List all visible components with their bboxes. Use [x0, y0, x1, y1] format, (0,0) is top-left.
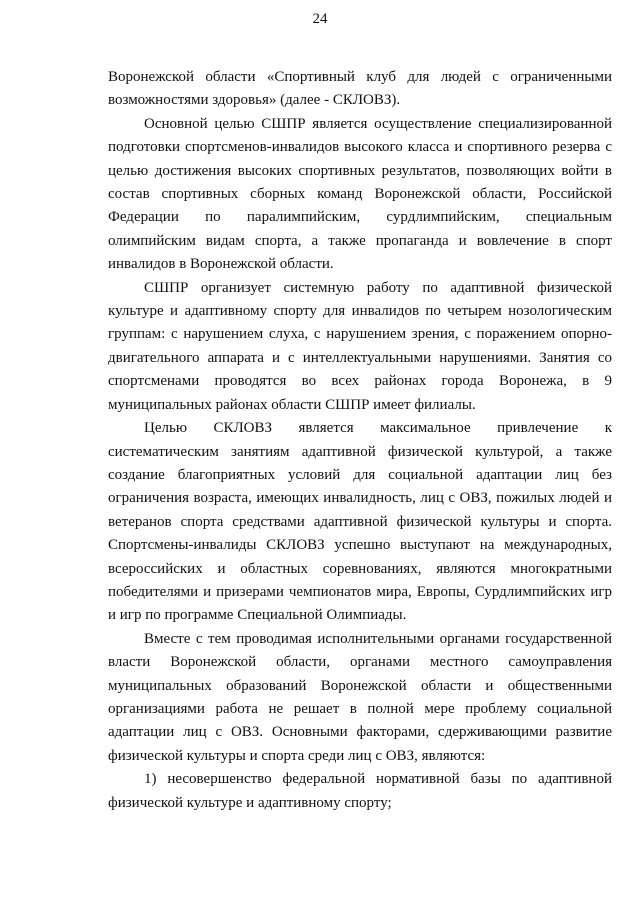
paragraph-sshpr-work: СШПР организует системную работу по адаптивной физической культуре и адаптивному спорту для инвалидов по четырем нозологическим группам: с нарушением слуха, с нарушением зрения, с поражением опорно-двигательного аппарата и с интеллектуальными нарушениями. Занятия со спортсменами проводятся во всех районах города Воронежа, в 9 муниципальных районах области СШПР имеет филиалы.	[108, 279, 612, 413]
page-number: 24	[312, 11, 328, 27]
paragraph-factors-intro: Вместе с тем проводимая исполнительными органами государственной власти Воронежской области, органами местного самоуправления муниципальных образований Воронежской области и общественными организациями работа не решает в полной мере проблему социальной адаптации лиц с ОВЗ. Основными факторами, сдерживающими развитие физической культуры и спорта среди лиц с ОВЗ, являются:	[108, 630, 612, 764]
paragraph-factor-1: 1) несовершенство федеральной нормативной базы по адаптивной физической культуре и адаптивному спорту;	[108, 771, 612, 811]
paragraph-sshpr-goal: Основной целью СШПР является осуществление специализированной подготовки спортсменов-инвалидов высокого класса и спортивного резерва с целью достижения высоких спортивных результатов, позволяющих войти в состав спортивных сборных команд Воронежской области, Российской Федерации по паралимпийским, сурдлимпийским, специальным олимпийским видам спорта, а также пропаганда и вовлечение в спорт инвалидов в Воронежской области.	[108, 115, 612, 273]
paragraph-sklovz-goal: Целью СКЛОВЗ является максимальное привлечение к систематическим занятиям адаптивной физической культурой, а также создание благоприятных условий для социальной адаптации лиц без ограничения возраста, имеющих инвалидность, лиц с ОВЗ, пожилых людей и ветеранов спорта средствами адаптивной физической культуры и спорта. Спортсмены-инвалиды СКЛОВЗ успешно выступают на международных, всероссийских и областных соревнованиях, являются многократными победителями и призерами чемпионатов мира, Европы, Сурдлимпийских игр и игр по программе Специальной Олимпиады.	[108, 420, 612, 624]
document-body	[108, 66, 612, 815]
paragraph-continuation: Воронежской области «Спортивный клуб для людей с ограниченными возможностями здоровья» (далее - СКЛОВЗ).	[108, 69, 612, 109]
